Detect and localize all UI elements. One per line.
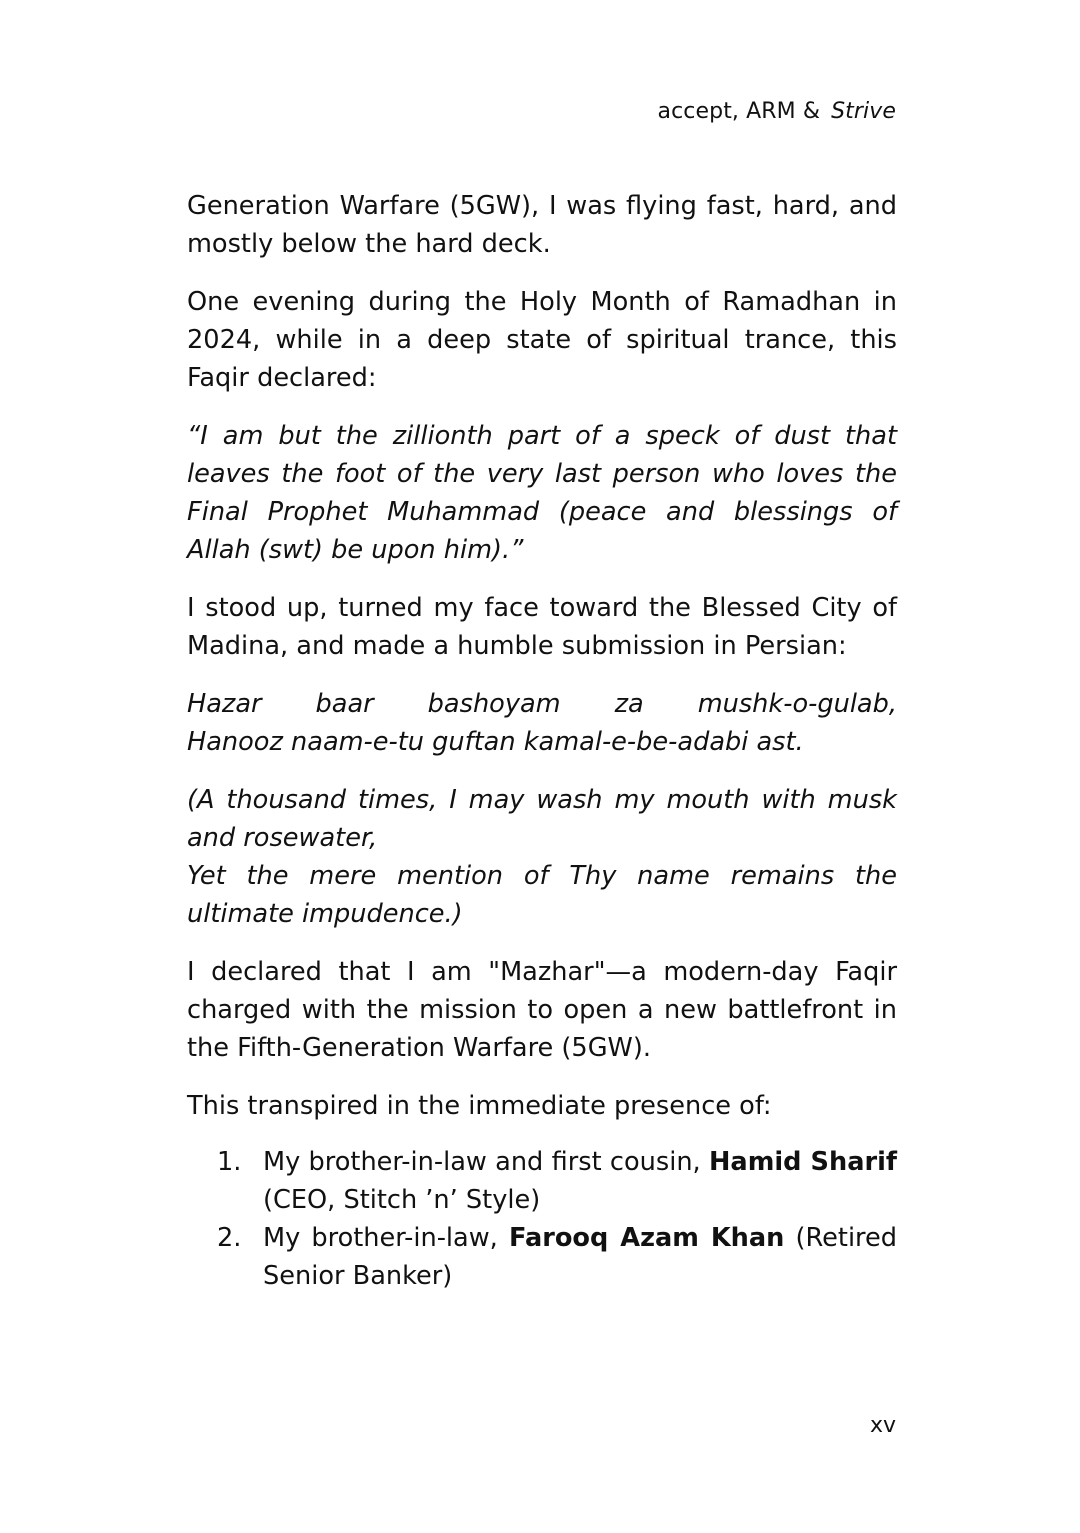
person-name: Hamid Sharif [709, 1147, 897, 1177]
list-marker: 2. [217, 1223, 242, 1253]
list-item-detail: (CEO, Stitch ’n’ Style) [263, 1185, 541, 1215]
list-item-detail: (Retired Senior Banker) [263, 1223, 898, 1291]
running-head [658, 98, 896, 126]
persian-verse [187, 685, 897, 761]
paragraph-mazhar: I declared that I am "Mazhar"—a modern-day Faqir charged with the mission to open a new battlefront in the Fifth-Generation Warfare (5GW). [187, 957, 897, 1063]
witness-list [187, 1143, 897, 1295]
paragraph-ramadhan: One evening during the Holy Month of Ramadhan in 2024, while in a deep state of spiritual trance, this Faqir declared: [187, 287, 897, 393]
paragraph-continuation: Generation Warfare (5GW), I was flying fast, hard, and mostly below the hard deck. [187, 191, 897, 259]
verse-line-2: Hanooz naam-e-tu guftan kamal-e-be-adabi ast. [187, 727, 804, 757]
running-head-text: accept, ARM & [657, 99, 821, 124]
list-item-text: My brother-in-law, [263, 1223, 509, 1253]
translation-line-2: Yet the mere mention of Thy name remains the ultimate impudence.) [187, 861, 897, 929]
running-head-italic: Strive [831, 99, 896, 124]
translation-line-1: (A thousand times, I may wash my mouth with musk and rosewater, [187, 785, 897, 853]
paragraph-presence: This transpired in the immediate presence of: [187, 1091, 772, 1121]
verse-line-1: Hazar baar bashoyam za mushk-o-gulab, [187, 689, 897, 719]
list-item [187, 1219, 897, 1295]
list-marker: 1. [217, 1147, 242, 1177]
quotation: “I am but the zillionth part of a speck of dust that leaves the foot of the very last person who loves the Final Prophet Muhammad (peace and blessings of Allah (swt) be upon him).” [187, 421, 897, 565]
page-number: xv [869, 1413, 896, 1438]
person-name: Farooq Azam Khan [508, 1223, 785, 1253]
verse-translation [187, 781, 897, 933]
list-item [187, 1143, 897, 1219]
body-text [187, 187, 897, 1295]
paragraph-madina: I stood up, turned my face toward the Blessed City of Madina, and made a humble submission in Persian: [187, 593, 897, 661]
list-item-text: My brother-in-law and first cousin, [263, 1147, 709, 1177]
